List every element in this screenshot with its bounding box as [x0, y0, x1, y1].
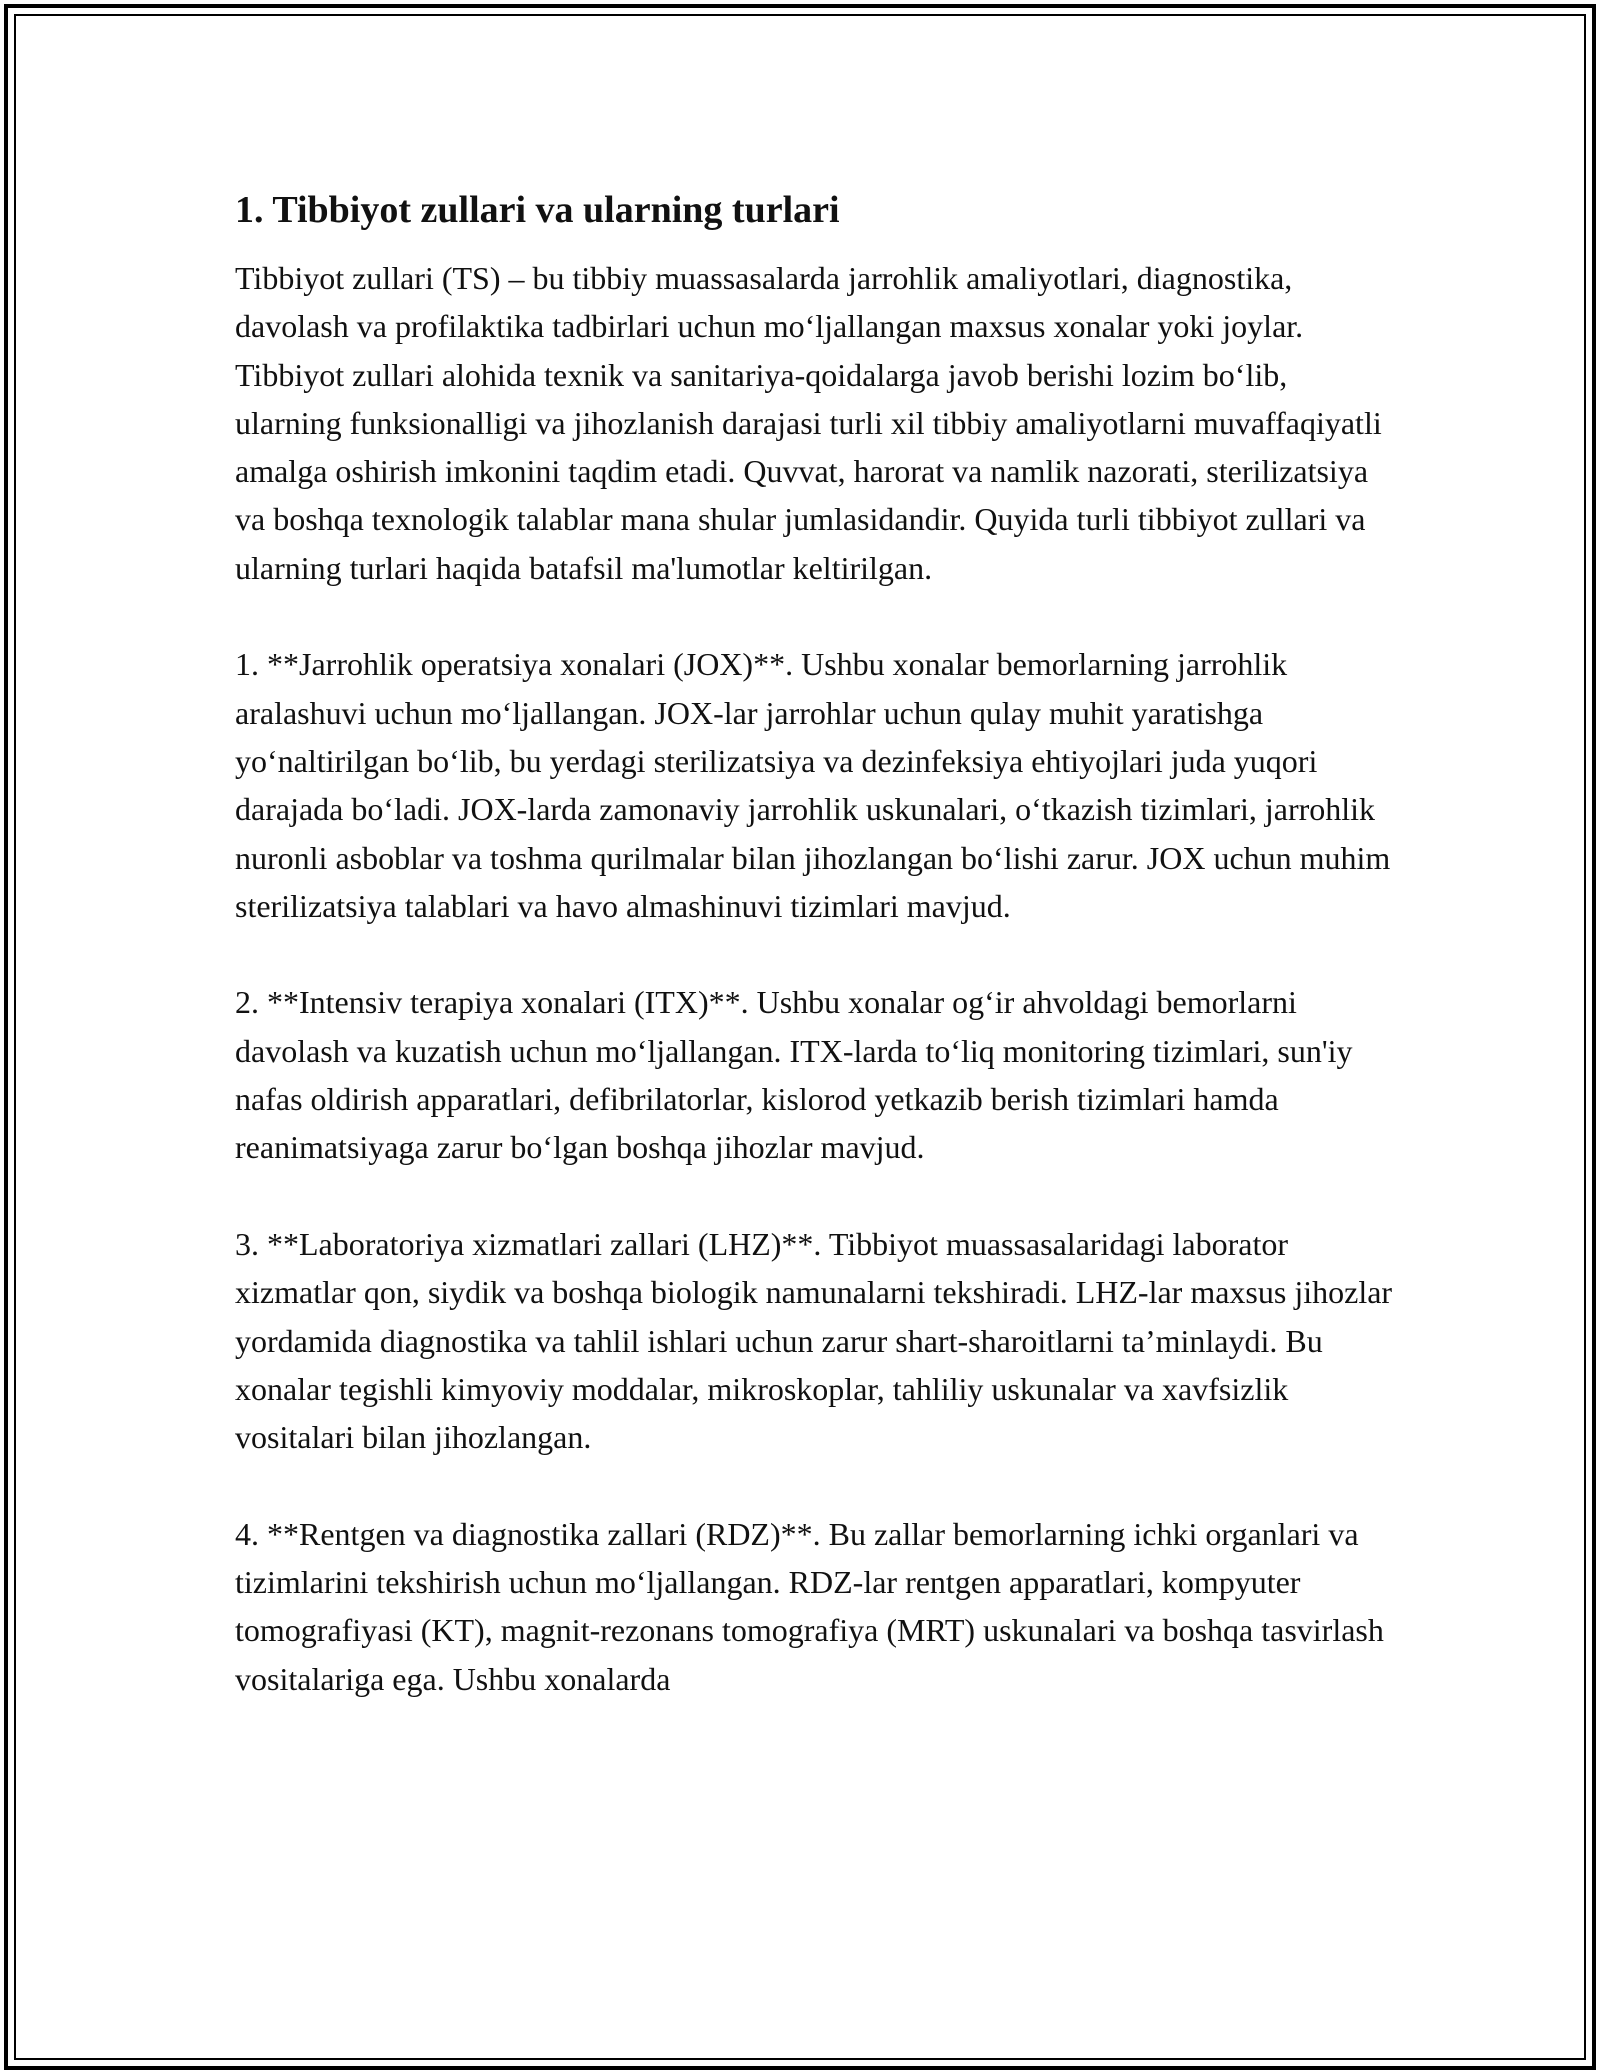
section-heading: 1. Tibbiyot zullari va ularning turlari: [235, 189, 840, 231]
paragraph-rdz: 4. **Rentgen va diagnostika zallari (RDZ)**. Bu zallar bemorlarning ichki organlari va tizimlarini tekshirish uchun moʻljallangan. RDZ-lar rentgen apparatlari, kompyuter tomografiyasi (KT), magnit-rezonans tomografiya (MRT) uskunalari va boshqa tasvirlash vositalariga ega. Ushbu xonalarda: [235, 1515, 1384, 1697]
paragraph-itx: 2. **Intensiv terapiya xonalari (ITX)**. Ushbu xonalar ogʻir ahvoldagi bemorlarni davolash va kuzatish uchun moʻljallangan. ITX-larda toʻliq monitoring tizimlari, sun'iy nafas oldirish apparatlari, defibrilatorlar, kislorod yetkazib berish tizimlari hamda reanimatsiyaga zarur boʻlgan boshqa jihozlar mavjud.: [235, 984, 1353, 1166]
paragraph-jox: 1. **Jarrohlik operatsiya xonalari (JOX)**. Ushbu xonalar bemorlarning jarrohlik aralashuvi uchun moʻljallangan. JOX-lar jarrohlar uchun qulay muhit yaratishga yoʻnaltirilgan boʻlib, bu yerdagi sterilizatsiya va dezinfeksiya ehtiyojlari juda yuqori darajada boʻladi. JOX-larda zamonaviy jarrohlik uskunalari, oʻtkazish tizimlari, jarrohlik nuronli asboblar va toshma qurilmalar bilan jihozlangan boʻlishi zarur. JOX uchun muhim sterilizatsiya talablari va havo almashinuvi tizimlari mavjud.: [235, 646, 1391, 924]
paragraph-lhz: 3. **Laboratoriya xizmatlari zallari (LHZ)**. Tibbiyot muassasalaridagi laborator xizmatlar qon, siydik va boshqa biologik namunalarni tekshiradi. LHZ-lar maxsus jihozlar yordamida diagnostika va tahlil ishlari uchun zarur shart-sharoitlarni ta’minlaydi. Bu xonalar tegishli kimyoviy moddalar, mikroskoplar, tahliliy uskunalar va xavfsizlik vositalari bilan jihozlangan.: [235, 1225, 1393, 1456]
document-body: [235, 186, 1395, 1751]
intro-paragraph: Tibbiyot zullari (TS) – bu tibbiy muassasalarda jarrohlik amaliyotlari, diagnostika, davolash va profilaktika tadbirlari uchun moʻljallangan maxsus xonalar yoki joylar. Tibbiyot zullari alohida texnik va sanitariya-qoidalarga javob berishi lozim boʻlib, ularning funksionalligi va jihozlanish darajasi turli xil tibbiy amaliyotlarni muvaffaqiyatli amalga oshirish imkonini taqdim etadi. Quvvat, harorat va namlik nazorati, sterilizatsiya va boshqa texnologik talablar mana shular jumlasidandir. Quyida turli tibbiyot zullari va ularning turlari haqida batafsil ma'lumotlar keltirilgan.: [235, 260, 1382, 586]
